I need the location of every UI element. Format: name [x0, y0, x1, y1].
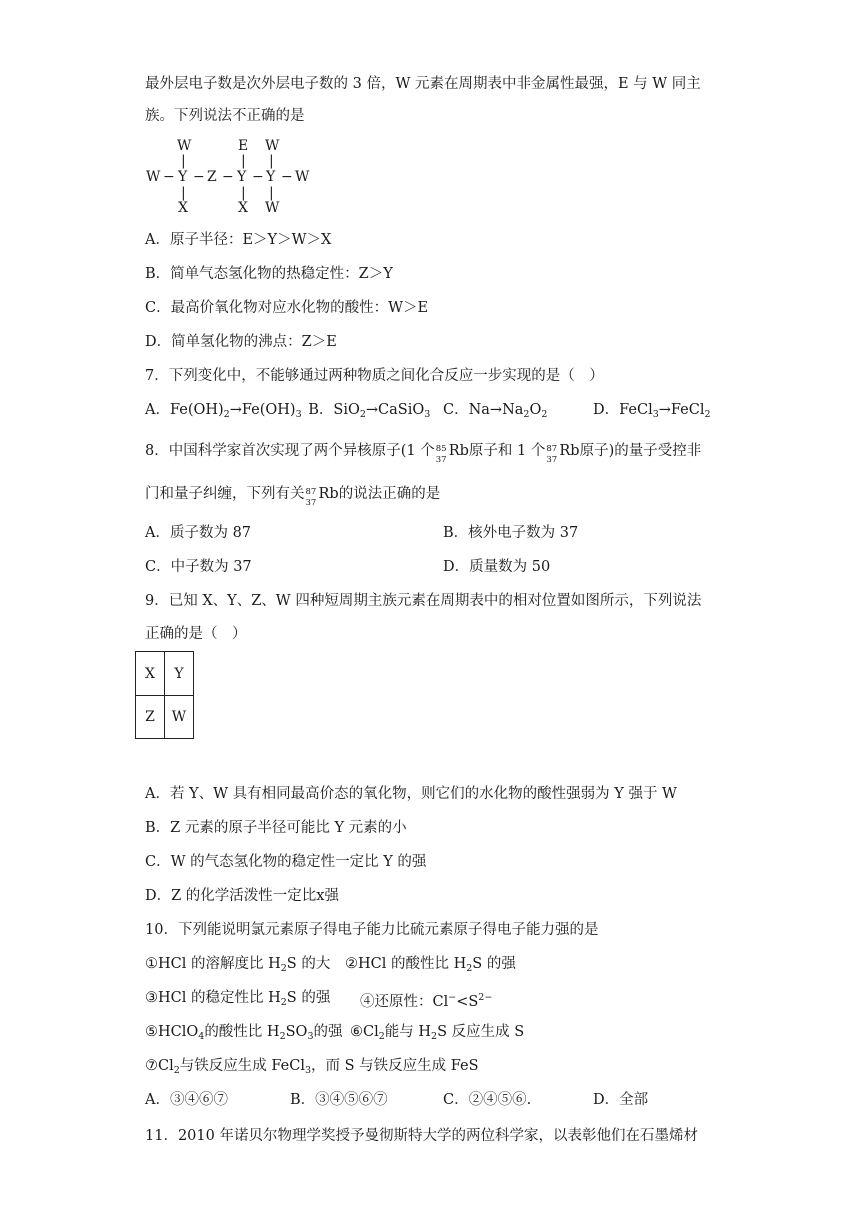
atom: W — [265, 200, 280, 216]
bond: | — [269, 153, 274, 169]
q9-option-a: A．若 Y、W 具有相同最高价态的氧化物，则它们的水化物的酸性强弱为 Y 强于 W — [145, 786, 677, 802]
atom: W — [146, 169, 161, 185]
intro-line-1: 最外层电子数是次外层电子数的 3 倍，W 元素在周期表中非金属性最强，E 与 W 同主 — [145, 76, 701, 92]
q10-item-1: ①HCl 的溶解度比 $H_2S$ 的大 — [145, 956, 331, 974]
q8-option-a: A．质子数为 87 — [145, 525, 252, 541]
periodic-position-grid — [135, 651, 194, 739]
q9-stem-1: 9．已知 X、Y、Z、W 四种短周期主族元素在周期表中的相对位置如图所示，下列说法 — [145, 593, 702, 609]
q8-option-b: B．核外电子数为 37 — [443, 525, 579, 541]
atom: W — [265, 138, 280, 154]
grid-cell: Y — [165, 652, 194, 696]
atom: Y — [178, 169, 188, 185]
q10-item-3: ③HCl 的稳定性比 $H_2S$ 的强 — [145, 990, 331, 1008]
atom: Y — [237, 169, 247, 185]
q10-item-7: $⑦Cl_2$与铁反应生成 FeCl$_3$，而 S 与铁反应生成 FeS — [145, 1058, 479, 1076]
q8-stem-2: 门和量子纠缠，下列有关 87 37 Rb的说法正确的是 — [145, 486, 441, 508]
q10-stem: 10．下列能说明氯元素原子得电子能力比硫元素原子得电子能力强的是 — [145, 922, 599, 938]
bond: | — [241, 185, 246, 201]
q10-item-4: ④还原性：$Cl^-<S^{2-}$ — [360, 992, 493, 1010]
q10-option-a: A．③④⑥⑦ — [145, 1092, 228, 1108]
bond: | — [181, 185, 186, 201]
structural-formula — [140, 138, 320, 218]
isotope-notation: 87 37 — [305, 487, 317, 508]
atom: X — [238, 200, 248, 216]
q11-stem: 11．2010 年诺贝尔物理学奖授予曼彻斯特大学的两位科学家，以表彰他们在石墨烯材 — [145, 1128, 698, 1144]
q6-option-d: D．简单氢化物的沸点：Z＞E — [145, 334, 337, 350]
atom: X — [178, 200, 188, 216]
q9-option-c: C．W 的气态氢化物的稳定性一定比 Y 的强 — [145, 854, 427, 870]
q6-option-b: B．简单气态氢化物的热稳定性：Z＞Y — [145, 266, 393, 282]
q7-option-a: A．$Fe(OH)_2\to Fe(OH)_3$ — [145, 402, 302, 420]
isotope-notation: 85 37 — [435, 444, 447, 465]
bond: − — [252, 169, 264, 185]
q8-stem-1: 8．中国科学家首次实现了两个异核原子(1 个 85 37 Rb原子和 1 个 87 37 Rb原子)的量子受控非 — [145, 443, 702, 465]
q10-option-c: C．②④⑤⑥. — [443, 1092, 532, 1108]
q6-option-c: C．最高价氧化物对应水化物的酸性：W＞E — [145, 300, 429, 316]
bond: − — [281, 169, 293, 185]
bond: | — [241, 153, 246, 169]
isotope-notation: 87 37 — [546, 444, 558, 465]
grid-cell: Z — [136, 696, 165, 739]
grid-cell: X — [136, 652, 165, 696]
bond: − — [222, 169, 234, 185]
atom: W — [177, 138, 192, 154]
atom: Y — [266, 169, 276, 185]
atom: Z — [207, 169, 217, 185]
q7-stem: 7．下列变化中，不能够通过两种物质之间化合反应一步实现的是（ ） — [145, 368, 604, 384]
q8-option-c: C．中子数为 37 — [145, 559, 252, 575]
intro-line-2: 族。下列说法不正确的是 — [145, 108, 305, 124]
q9-stem-2: 正确的是（ ） — [145, 626, 247, 642]
bond: | — [269, 185, 274, 201]
q10-item-5: ⑤HClO$_4$的酸性比 $H_2SO_3$的强 — [145, 1024, 343, 1042]
q7-option-c: C．$Na\to Na_2O_2$ — [443, 402, 548, 420]
q7-options — [145, 400, 430, 425]
bond: − — [193, 169, 205, 185]
q9-option-d: D．Z 的化学活泼性一定比x强 — [145, 888, 339, 904]
bond: | — [181, 153, 186, 169]
q10-option-b: B．③④⑤⑥⑦ — [290, 1092, 388, 1108]
q10-item-6: $⑥Cl_2$能与 $H_2S$ 反应生成 S — [350, 1024, 525, 1042]
q9-option-b: B．Z 元素的原子半径可能比 Y 元素的小 — [145, 820, 407, 836]
q10-item-2: ②HCl 的酸性比 $H_2S$ 的强 — [345, 956, 516, 974]
atom: W — [295, 169, 310, 185]
atom: E — [238, 138, 249, 154]
grid-cell: W — [165, 696, 194, 739]
q6-option-a: A．原子半径：E＞Y＞W＞X — [145, 232, 332, 248]
bond: − — [163, 169, 175, 185]
q10-option-d: D．全部 — [593, 1092, 649, 1108]
q7-option-b: B．SiO$_2$→CaSiO$_3$ — [308, 402, 431, 420]
q8-option-d: D．质量数为 50 — [443, 559, 551, 575]
q7-option-d: D．FeCl$_3$→FeCl$_2$ — [593, 402, 711, 420]
